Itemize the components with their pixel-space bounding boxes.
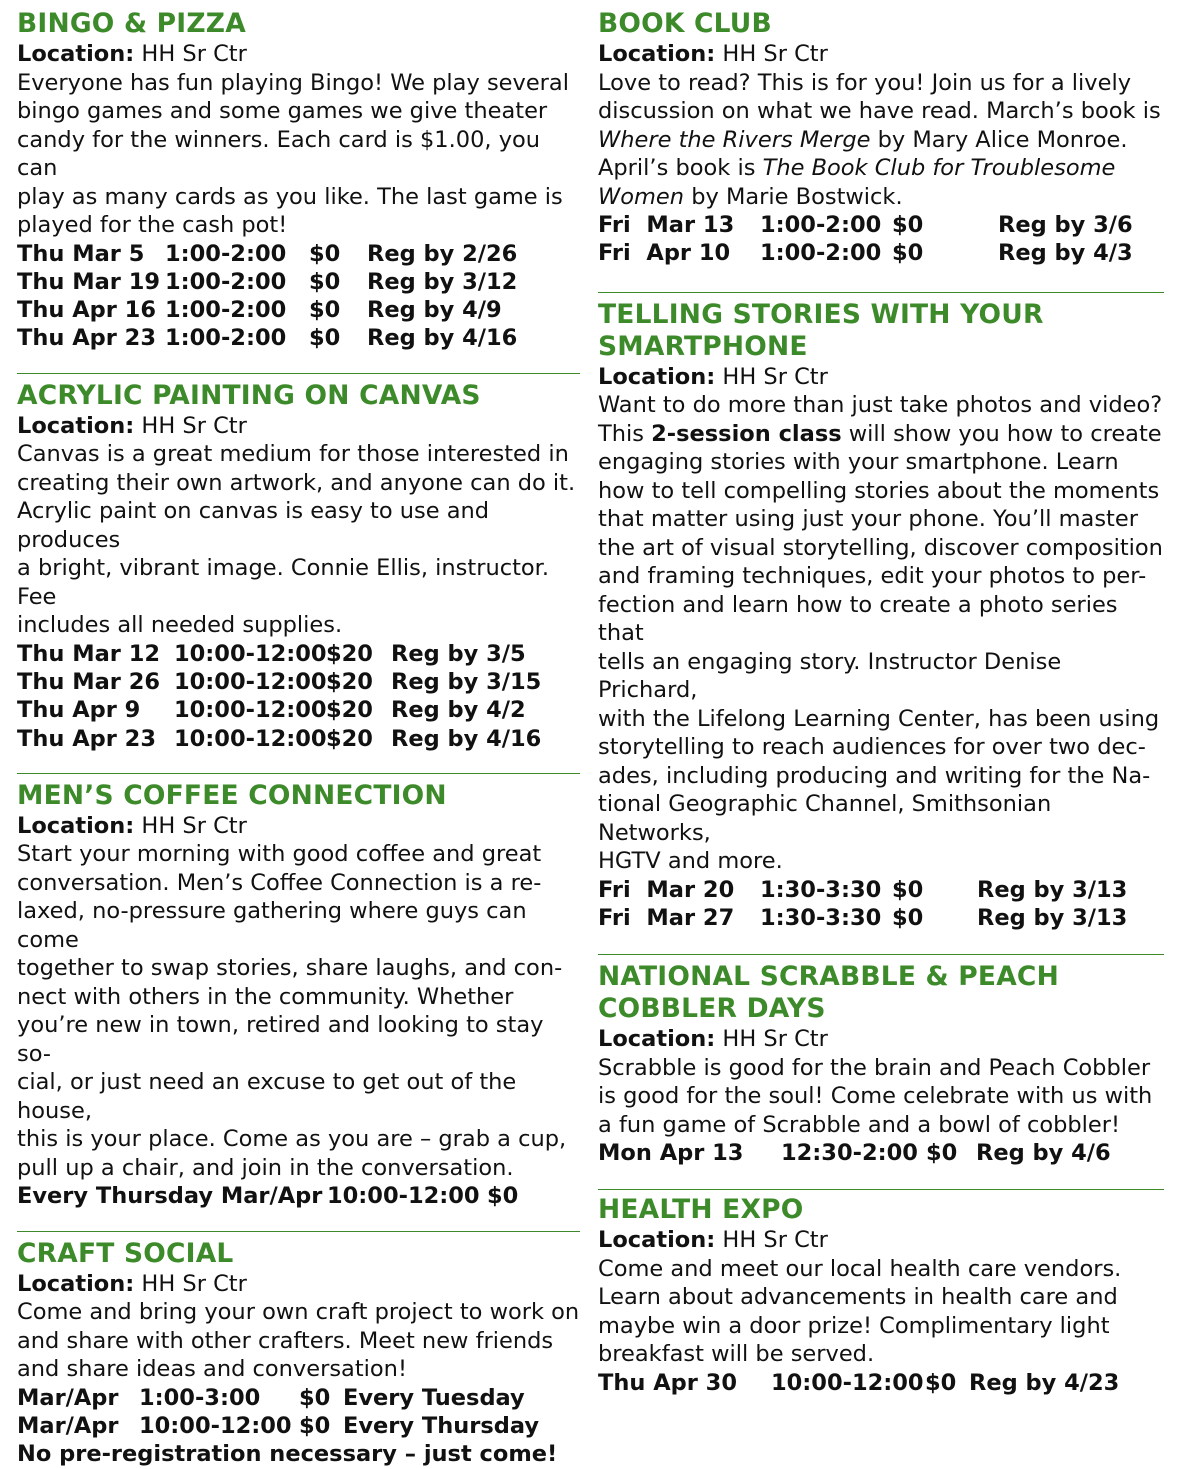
reg-deadline: Reg by 4/2 (391, 697, 526, 724)
desc-line (598, 126, 1164, 155)
date: Thu Mar 19 (17, 268, 161, 295)
desc-line: and framing techniques, edit your photos to per- (598, 563, 1147, 590)
left-column (17, 8, 580, 1469)
date: Thu Apr 23 (17, 725, 156, 752)
schedule (17, 1384, 580, 1469)
section-title: TELLING STORIES WITH YOUR (598, 298, 1044, 330)
schedule-row (17, 324, 580, 352)
desc-line: is good for the soul! Come celebrate with us with (598, 1083, 1153, 1110)
section-title: BOOK CLUB (598, 8, 772, 39)
fee: $20 (326, 697, 373, 724)
desc-line: you’re new in town, retired and looking to stay so- (17, 1012, 544, 1067)
section-title: ACRYLIC PAINTING ON CANVAS (17, 379, 481, 411)
location-label: Location: (598, 363, 716, 390)
desc-line: Everyone has fun playing Bingo! We play several (17, 69, 569, 96)
desc-line: this is your place. Come as you are – grab a cup, (17, 1126, 567, 1153)
desc-line: Scrabble is good for the brain and Peach Cobbler (598, 1054, 1151, 1081)
desc-line: Start your morning with good coffee and great (17, 841, 542, 868)
date: Fri Mar 27 (598, 904, 735, 931)
schedule-row (17, 696, 580, 724)
location-label: Location: (598, 41, 716, 67)
mens-coffee-section (17, 780, 580, 1211)
desc-line: together to swap stories, share laughs, and con- (17, 955, 563, 982)
fee: $20 (326, 668, 373, 695)
fee: $0 (925, 1369, 957, 1396)
fee: $0 (309, 268, 341, 295)
desc-text: will show you how to create (841, 420, 1162, 447)
desc-line (598, 154, 1164, 183)
scrabble-cobbler-section (598, 961, 1164, 1167)
schedule (598, 1369, 1164, 1397)
time: 1:00-2:00 (760, 212, 882, 238)
section-title: HEALTH EXPO (598, 1194, 804, 1226)
date: Thu Mar 5 (17, 240, 145, 267)
location-line (17, 1270, 580, 1299)
desc-line: that matter using just your phone. You’ll master (598, 506, 1138, 533)
section-divider (17, 773, 580, 774)
schedule (598, 211, 1164, 268)
time: 10:00-12:00 (327, 1183, 480, 1210)
section-description (17, 1298, 580, 1384)
schedule-row (17, 1384, 580, 1412)
time: 10:00-12:00 (174, 640, 327, 667)
reg-deadline: Reg by 4/6 (976, 1140, 1111, 1167)
fee: $0 (487, 1183, 519, 1210)
desc-line: creating their own artwork, and anyone can do it. (17, 469, 576, 496)
recurrence: Every Tuesday (343, 1384, 525, 1411)
time: 1:00-2:00 (165, 297, 287, 324)
section-description (598, 69, 1164, 212)
schedule-row (17, 240, 580, 268)
fee: $0 (299, 1412, 331, 1439)
desc-line: HGTV and more. (598, 848, 783, 875)
schedule-row (17, 1182, 580, 1210)
smartphone-stories-section (598, 299, 1164, 933)
time: 1:00-2:00 (165, 240, 287, 267)
schedule (598, 876, 1164, 933)
desc-line: cial, or just need an excuse to get out of the house, (17, 1069, 517, 1124)
section-title-line-2: COBBLER DAYS (598, 993, 826, 1025)
fee: $0 (892, 876, 924, 903)
fee: $20 (326, 640, 373, 667)
desc-line: and share ideas and conversation! (17, 1356, 407, 1383)
schedule (17, 640, 580, 753)
reg-deadline: Reg by 3/13 (977, 876, 1128, 903)
reg-deadline: Reg by 3/6 (998, 212, 1133, 238)
date: Mar/Apr (17, 1412, 119, 1439)
reg-deadline: Reg by 3/12 (367, 268, 518, 295)
time: 10:00-12:00 (174, 725, 327, 752)
schedule-row (17, 640, 580, 668)
desc-line: how to tell compelling stories about the moments (598, 477, 1160, 504)
acrylic-painting-section (17, 380, 580, 753)
location-value: HH Sr Ctr (141, 812, 247, 839)
fee: $20 (326, 725, 373, 752)
desc-line: with the Lifelong Learning Center, has been using (598, 705, 1160, 732)
schedule-row (598, 1139, 1164, 1167)
recurrence: Every Thursday (343, 1412, 540, 1439)
desc-line: Learn about advancements in health care and (598, 1284, 1118, 1311)
fee: $0 (299, 1384, 331, 1411)
desc-line: Love to read? This is for you! Join us for a lively (598, 69, 1132, 96)
book-title: Where the Rivers Merge (598, 126, 871, 153)
desc-line: tional Geographic Channel, Smithsonian Networks, (598, 791, 1052, 846)
reg-deadline: Reg by 4/9 (367, 297, 502, 324)
schedule (17, 1182, 580, 1210)
date: Thu Apr 23 (17, 325, 156, 352)
fee: $0 (309, 240, 341, 267)
desc-line (598, 420, 1164, 449)
fee: $0 (309, 325, 341, 352)
time: 12:30-2:00 (781, 1140, 918, 1167)
section-title: NATIONAL SCRABBLE & PEACH (598, 961, 1059, 993)
reg-deadline: Reg by 4/23 (969, 1369, 1120, 1396)
desc-line: Want to do more than just take photos and video? (598, 392, 1163, 419)
desc-line: conversation. Men’s Coffee Connection is a re- (17, 869, 542, 896)
section-title: BINGO & PIZZA (17, 8, 246, 39)
time: 10:00-12:00 (174, 697, 327, 724)
location-label: Location: (17, 41, 135, 67)
reg-deadline: Reg by 4/16 (391, 725, 542, 752)
date: Mar/Apr (17, 1384, 119, 1411)
section-description (598, 1054, 1164, 1140)
desc-line: engaging stories with your smartphone. Learn (598, 449, 1119, 476)
time: 1:00-2:00 (165, 268, 287, 295)
reg-deadline: Reg by 3/15 (391, 668, 542, 695)
time: 1:00-2:00 (165, 325, 287, 352)
desc-line: breakfast will be served. (598, 1341, 875, 1368)
desc-line: Come and meet our local health care vendors. (598, 1255, 1122, 1282)
bingo-section (17, 8, 580, 353)
fee: $0 (926, 1140, 958, 1167)
time: 10:00-12:00 (139, 1412, 292, 1439)
schedule (598, 1139, 1164, 1167)
desc-line: includes all needed supplies. (17, 612, 343, 639)
location-value: HH Sr Ctr (141, 41, 247, 67)
section-description (598, 1255, 1164, 1369)
desc-line (598, 183, 1164, 212)
schedule-row (598, 239, 1164, 267)
desc-line: a bright, vibrant image. Connie Ellis, instructor. Fee (17, 555, 550, 610)
schedule-row (598, 1369, 1164, 1397)
desc-line: maybe win a door prize! Complimentary light (598, 1312, 1110, 1339)
book-author: by Mary Alice Monroe. (870, 126, 1128, 153)
desc-line: pull up a chair, and join in the conversation. (17, 1154, 514, 1181)
craft-social-section (17, 1238, 580, 1469)
time: 1:00-2:00 (760, 240, 882, 267)
section-divider (17, 1231, 580, 1232)
date: Thu Mar 26 (17, 668, 161, 695)
right-column (598, 8, 1164, 1397)
fee: $0 (892, 904, 924, 931)
desc-line: discussion on what we have read. March’s book is (598, 98, 1161, 124)
section-description (17, 440, 580, 640)
time: 1:30-3:30 (760, 904, 882, 931)
section-title: CRAFT SOCIAL (17, 1237, 234, 1269)
location-value: HH Sr Ctr (722, 1026, 828, 1053)
date: Thu Apr 16 (17, 297, 156, 324)
date: Thu Apr 30 (598, 1369, 737, 1396)
location-value: HH Sr Ctr (141, 1270, 247, 1297)
reg-deadline: Reg by 3/13 (977, 904, 1128, 931)
location-line (598, 1226, 1164, 1255)
book-title: Women (598, 183, 685, 210)
session-count: 2-session class (651, 420, 842, 447)
schedule-row (17, 668, 580, 696)
location-label: Location: (17, 812, 135, 839)
reg-deadline: Reg by 3/5 (391, 640, 526, 667)
health-expo-section (598, 1194, 1164, 1397)
location-line (17, 412, 580, 441)
desc-line: tells an engaging story. Instructor Denise Prichard, (598, 648, 1062, 704)
date: Fri Mar 20 (598, 876, 735, 903)
date: Thu Apr 9 (17, 697, 141, 724)
desc-line: Canvas is a great medium for those interested in (17, 441, 569, 468)
desc-line: the art of visual storytelling, discover composition (598, 534, 1163, 561)
section-divider (598, 954, 1164, 955)
desc-line: play as many cards as you like. The last game is (17, 183, 563, 210)
desc-line: laxed, no-pressure gathering where guys can come (17, 898, 527, 953)
desc-line: candy for the winners. Each card is $1.00, you can (17, 126, 541, 181)
location-label: Location: (17, 412, 135, 439)
section-divider (598, 1189, 1164, 1190)
section-title: MEN’S COFFEE CONNECTION (17, 779, 447, 811)
location-line (598, 40, 1164, 69)
schedule-row (598, 904, 1164, 932)
location-line (598, 1025, 1164, 1054)
location-label: Location: (598, 1227, 716, 1254)
book-title: The Book Club for Troublesome (762, 155, 1116, 181)
location-label: Location: (17, 1270, 135, 1297)
location-line (17, 812, 580, 841)
fee: $0 (309, 297, 341, 324)
desc-line: nect with others in the community. Whether (17, 983, 514, 1010)
schedule (17, 240, 580, 353)
desc-line: ades, including producing and writing for the Na- (598, 762, 1151, 789)
schedule-row (17, 725, 580, 753)
section-description (17, 840, 580, 1182)
desc-line: Come and bring your own craft project to work on (17, 1299, 580, 1326)
schedule-row (17, 1412, 580, 1440)
time: 10:00-12:00 (771, 1369, 924, 1396)
reg-deadline: Reg by 2/26 (367, 240, 518, 267)
location-line (17, 40, 580, 69)
date: Every Thursday Mar/Apr (17, 1183, 323, 1210)
time: 1:00-3:00 (139, 1384, 261, 1411)
time: 10:00-12:00 (174, 668, 327, 695)
date: Thu Mar 12 (17, 640, 161, 667)
location-value: HH Sr Ctr (722, 1227, 828, 1254)
date: Fri Apr 10 (598, 240, 731, 267)
location-value: HH Sr Ctr (722, 41, 828, 67)
date: Fri Mar 13 (598, 212, 735, 238)
section-description (598, 391, 1164, 876)
schedule-row (598, 211, 1164, 239)
location-label: Location: (598, 1026, 716, 1053)
location-line (598, 363, 1164, 392)
schedule-row (598, 876, 1164, 904)
section-description (17, 69, 580, 240)
book-author: by Marie Bostwick. (684, 183, 903, 210)
fee: $0 (892, 212, 924, 238)
desc-line: storytelling to reach audiences for over two dec- (598, 734, 1146, 761)
time: 1:30-3:30 (760, 876, 882, 903)
fee: $0 (892, 240, 924, 267)
desc-line: a fun game of Scrabble and a bowl of cobbler! (598, 1111, 1121, 1138)
registration-note: No pre-registration necessary – just come! (17, 1441, 558, 1468)
desc-line: fection and learn how to create a photo series that (598, 591, 1118, 647)
reg-deadline: Reg by 4/3 (998, 240, 1133, 267)
section-title-line-2: SMARTPHONE (598, 330, 808, 362)
date: Mon Apr 13 (598, 1140, 744, 1167)
desc-text: This (598, 420, 652, 447)
location-value: HH Sr Ctr (141, 412, 247, 439)
desc-line: played for the cash pot! (17, 212, 288, 238)
section-divider (17, 373, 580, 374)
reg-deadline: Reg by 4/16 (367, 325, 518, 352)
desc-line: Acrylic paint on canvas is easy to use and produces (17, 498, 490, 553)
desc-line: and share with other crafters. Meet new friends (17, 1327, 554, 1354)
desc-text: April’s book is (598, 155, 763, 181)
location-value: HH Sr Ctr (722, 363, 828, 390)
book-club-section (598, 8, 1164, 268)
schedule-row (17, 268, 580, 296)
section-divider (598, 292, 1164, 293)
schedule-row (17, 296, 580, 324)
desc-line: bingo games and some games we give theater (17, 98, 548, 124)
